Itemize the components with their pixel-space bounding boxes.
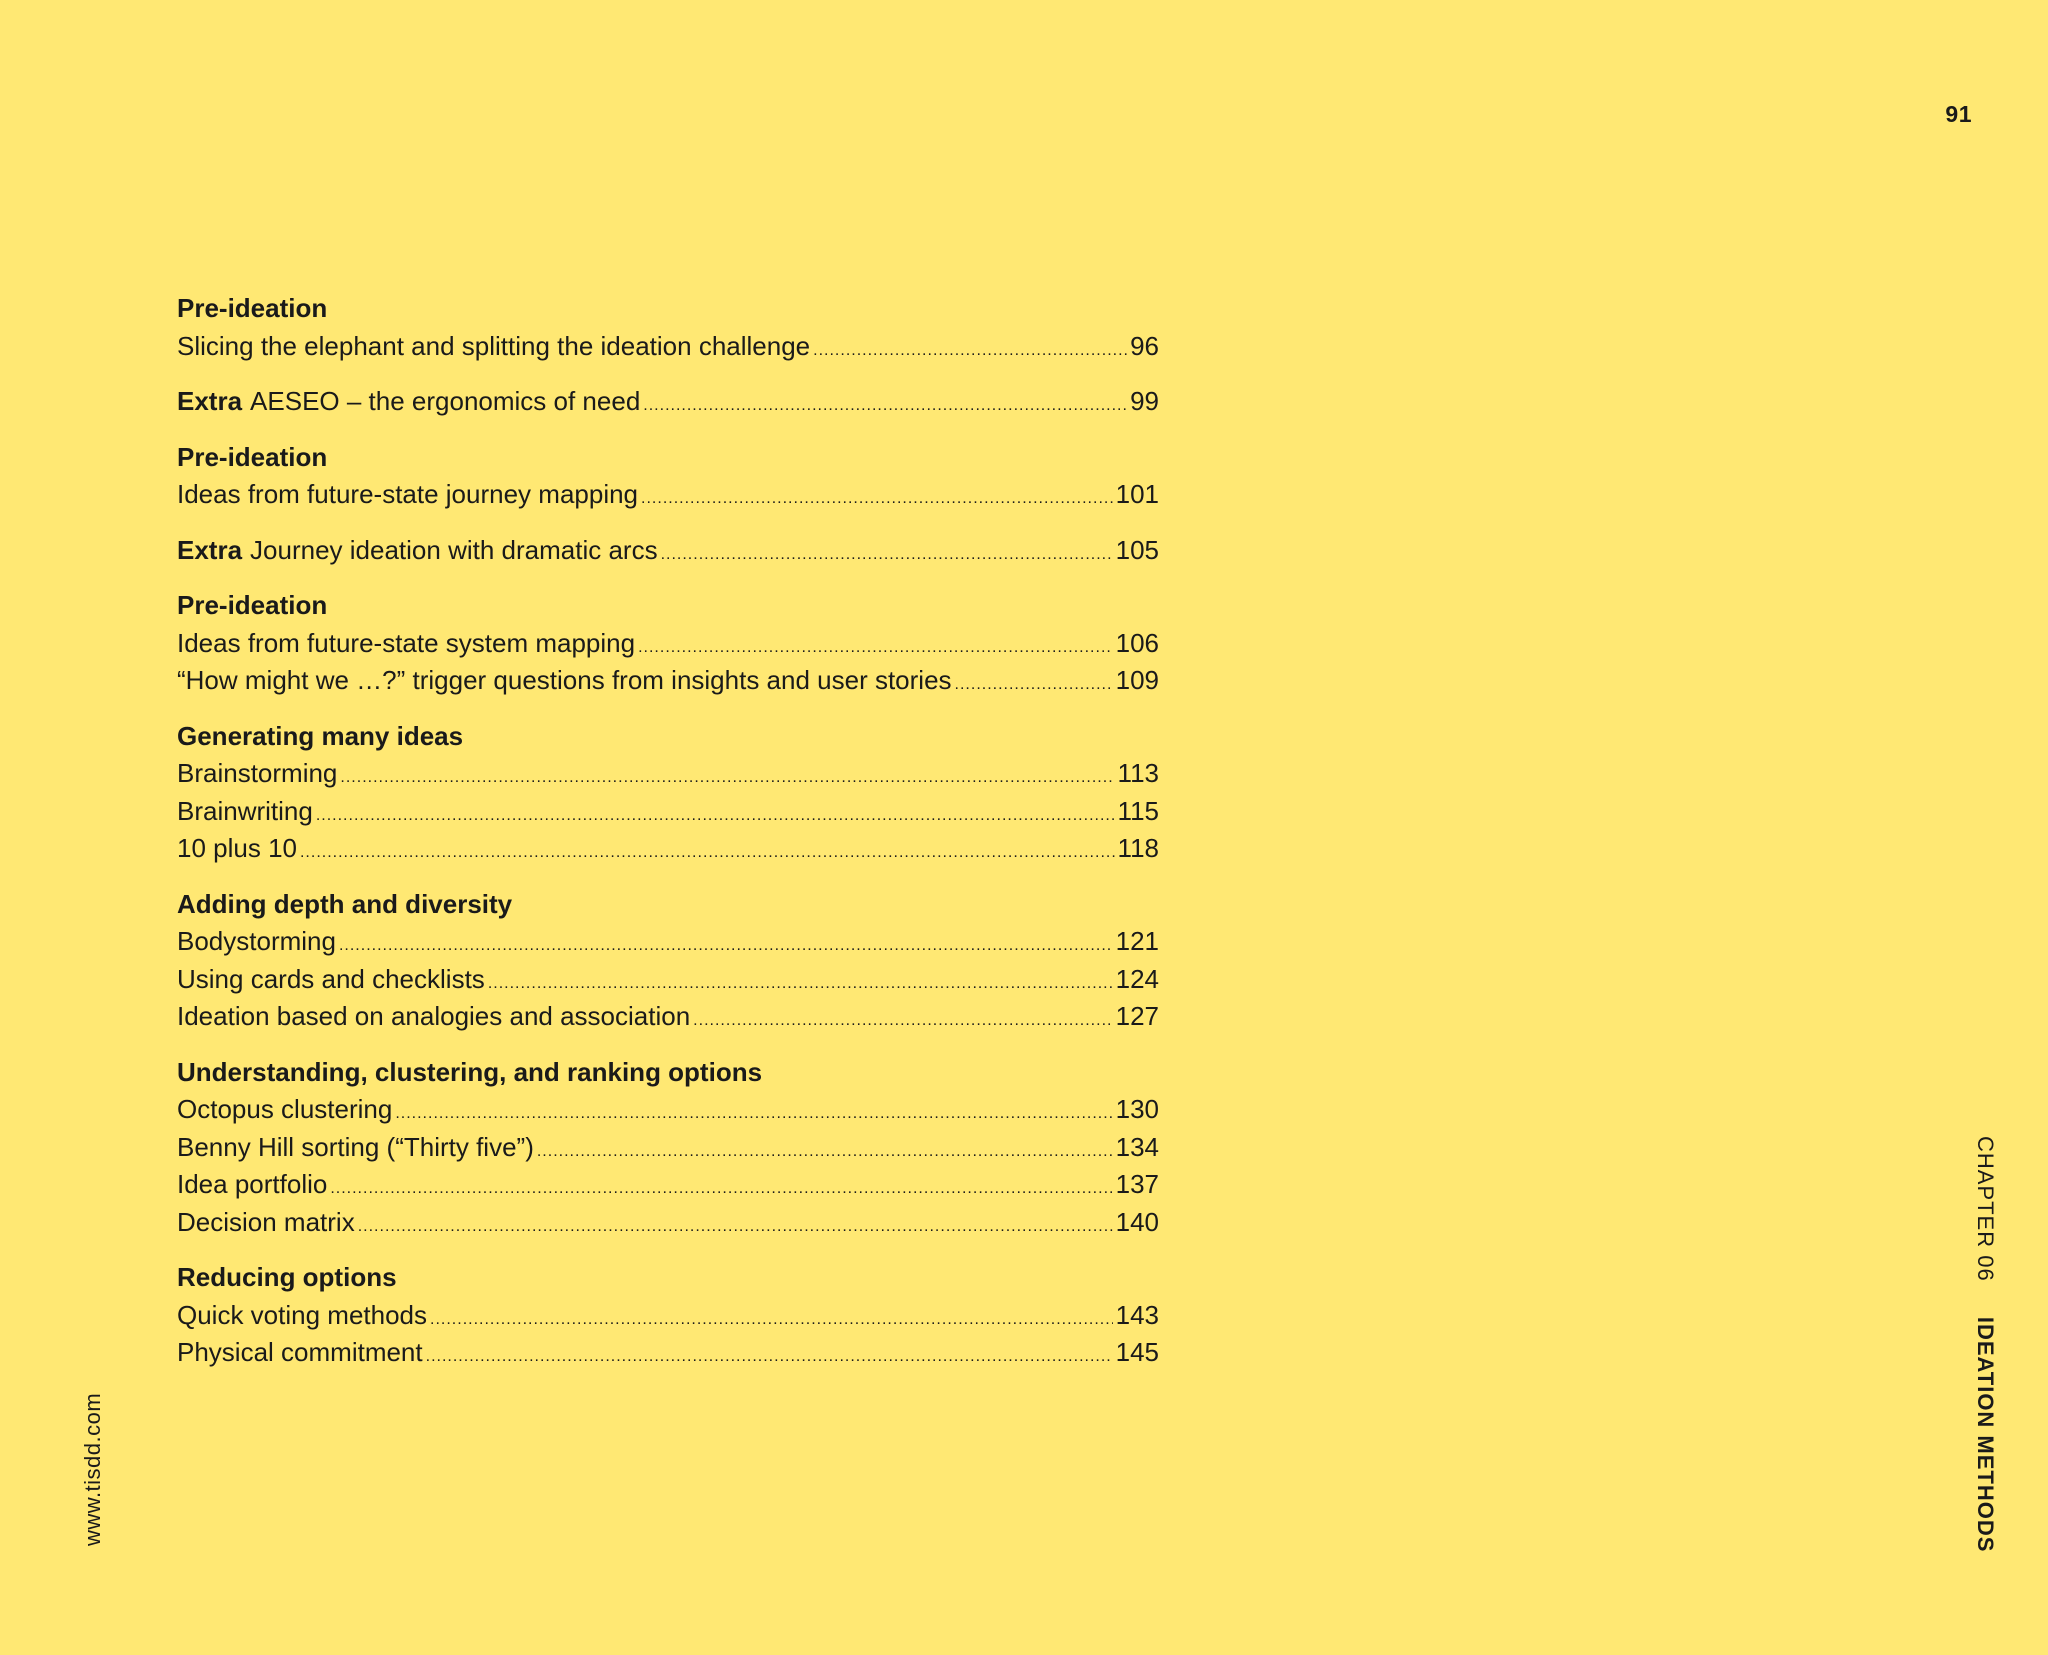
toc-entry-page: 137 (1115, 1169, 1159, 1199)
toc-group (177, 1054, 1159, 1242)
toc-entry-page: 106 (1115, 627, 1159, 658)
toc-section-heading: Reducing options (177, 1262, 397, 1292)
dot-leader (537, 1133, 1113, 1171)
dot-leader (358, 1208, 1113, 1246)
toc-entry[interactable] (177, 532, 1159, 570)
toc-section-heading: Pre-ideation (177, 293, 328, 323)
toc-entry-title: Ideation based on analogies and association (177, 1001, 691, 1031)
dot-leader (340, 759, 1114, 797)
toc-entry-page: 115 (1117, 795, 1159, 826)
dot-leader (643, 387, 1127, 425)
dot-leader (661, 536, 1113, 574)
toc-entry[interactable] (177, 1297, 1159, 1335)
toc-entry-page: 105 (1115, 534, 1159, 565)
toc-entry-title: Physical commitment (177, 1337, 423, 1367)
toc-entry[interactable] (177, 961, 1159, 999)
dot-leader (300, 834, 1115, 872)
toc-entry-title: Brainwriting (177, 795, 313, 826)
toc-entry[interactable] (177, 923, 1159, 961)
toc-entry-page: 124 (1115, 963, 1159, 994)
toc-section-heading: Pre-ideation (177, 590, 328, 620)
toc-group (177, 532, 1159, 570)
toc-section-heading: Pre-ideation (177, 441, 328, 472)
toc-entry[interactable] (177, 998, 1159, 1036)
toc-entry-page: 101 (1115, 479, 1159, 509)
toc-entry[interactable] (177, 476, 1159, 514)
dot-leader (430, 1301, 1113, 1339)
toc-entry[interactable] (177, 383, 1159, 421)
toc-entry-title: Ideas from future-state journey mapping (177, 479, 639, 509)
toc-section-heading: Generating many ideas (177, 720, 464, 751)
toc-section-heading: Understanding, clustering, and ranking options (177, 1056, 763, 1087)
toc-entry-title: Decision matrix (177, 1206, 355, 1237)
toc-group (177, 587, 1159, 700)
dot-leader (488, 965, 1113, 1003)
toc-entry-page: 121 (1115, 926, 1159, 956)
toc-entry-page: 143 (1115, 1299, 1159, 1330)
toc-entry[interactable] (177, 625, 1159, 663)
toc-group (177, 1259, 1159, 1372)
toc-entry-prefix: Extra (177, 386, 243, 416)
dot-leader (638, 629, 1113, 667)
toc-entry-title: Benny Hill sorting (“Thirty five”) (177, 1131, 534, 1162)
website-url[interactable]: www.tisdd.com (80, 1392, 105, 1546)
toc-section-heading: Adding depth and diversity (177, 888, 513, 919)
toc-entry-page: 113 (1117, 758, 1159, 788)
toc-entry[interactable] (177, 328, 1159, 366)
toc-entry-page: 130 (1115, 1094, 1159, 1124)
dot-leader (426, 1338, 1113, 1376)
chapter-title: IDEATION METHODS (1973, 1316, 1998, 1553)
toc-entry-title: 10 plus 10 (177, 833, 297, 863)
toc-entry[interactable] (177, 662, 1159, 700)
toc-entry[interactable] (177, 755, 1159, 793)
page-number: 91 (1945, 101, 1972, 127)
toc-entry-prefix: Extra (177, 534, 243, 565)
toc-entry-page: 140 (1115, 1206, 1159, 1237)
toc-group (177, 718, 1159, 868)
toc-entry[interactable] (177, 1166, 1159, 1204)
toc-entry-title: AESEO – the ergonomics of need (250, 386, 641, 416)
toc-group (177, 290, 1159, 365)
toc-entry-title: Quick voting methods (177, 1299, 428, 1330)
toc-entry-title: Using cards and checklists (177, 963, 485, 994)
toc-group (177, 383, 1159, 421)
dot-leader (339, 927, 1113, 965)
toc-entry-title: Ideas from future-state system mapping (177, 627, 636, 658)
toc-entry[interactable] (177, 830, 1159, 868)
toc-entry-page: 96 (1130, 330, 1159, 361)
table-of-contents (177, 290, 1159, 1390)
toc-entry[interactable] (177, 1204, 1159, 1242)
chapter-label (1972, 1136, 1998, 1552)
toc-entry-title: Octopus clustering (177, 1094, 393, 1124)
toc-group (177, 439, 1159, 514)
dot-leader (395, 1095, 1112, 1133)
toc-entry-page: 118 (1117, 833, 1159, 863)
toc-entry[interactable] (177, 1129, 1159, 1167)
dot-leader (330, 1170, 1112, 1208)
toc-entry-page: 127 (1115, 1001, 1159, 1031)
toc-entry-page: 145 (1115, 1337, 1159, 1367)
toc-entry-title: Slicing the elephant and splitting the ideation challenge (177, 330, 811, 361)
toc-entry-page: 99 (1130, 386, 1159, 416)
dot-leader (316, 797, 1115, 835)
dot-leader (955, 666, 1113, 704)
dot-leader (641, 480, 1113, 518)
toc-entry-title: Journey ideation with dramatic arcs (250, 534, 658, 565)
chapter-number: CHAPTER 06 (1973, 1136, 1998, 1282)
toc-entry[interactable] (177, 1334, 1159, 1372)
toc-entry[interactable] (177, 1091, 1159, 1129)
toc-group (177, 886, 1159, 1036)
toc-entry-title: Idea portfolio (177, 1169, 328, 1199)
dot-leader (813, 332, 1127, 370)
toc-entry-title: Brainstorming (177, 758, 338, 788)
toc-entry-title: Bodystorming (177, 926, 336, 956)
toc-entry[interactable] (177, 793, 1159, 831)
toc-entry-page: 109 (1115, 665, 1159, 695)
toc-entry-page: 134 (1115, 1131, 1159, 1162)
toc-entry-title: “How might we …?” trigger questions from insights and user stories (177, 665, 952, 695)
dot-leader (693, 1002, 1112, 1040)
